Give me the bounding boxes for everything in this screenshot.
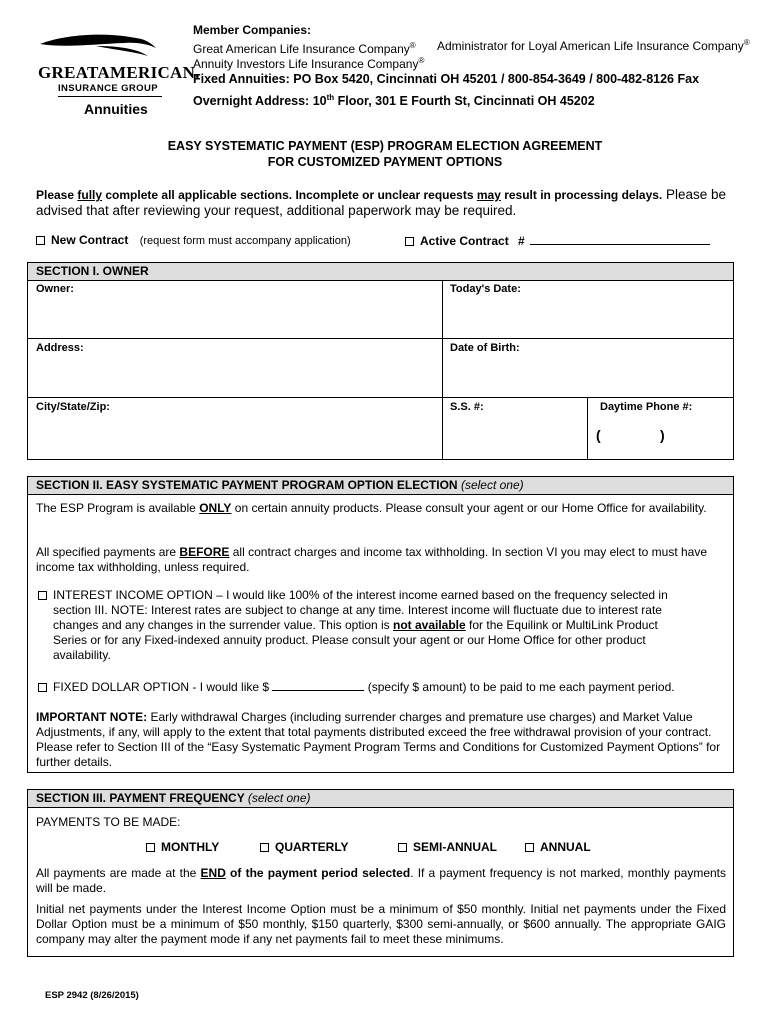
company-logo bbox=[36, 30, 200, 125]
new-contract-checkbox[interactable] bbox=[36, 236, 45, 245]
esp-availability-text: The ESP Program is available ONLY on certain annuity products. Please consult your agent or our Home Office for availability. bbox=[36, 501, 707, 515]
city-state-zip-field[interactable]: City/State/Zip: bbox=[28, 398, 443, 459]
section-option-heading: SECTION II. EASY SYSTEMATIC PAYMENT PROGRAM OPTION ELECTION (select one) bbox=[28, 477, 733, 495]
annual-checkbox[interactable] bbox=[525, 843, 534, 852]
new-contract-option[interactable]: New Contract (request form must accompany application) bbox=[36, 233, 351, 247]
frequency-quarterly[interactable]: QUARTERLY bbox=[260, 840, 349, 855]
payments-to-be-made-label: PAYMENTS TO BE MADE: bbox=[36, 815, 181, 829]
active-contract-checkbox[interactable] bbox=[405, 237, 414, 246]
date-of-birth-field[interactable]: Date of Birth: bbox=[443, 339, 733, 398]
instructions: Please fully complete all applicable sections. Incomplete or unclear requests may result in processing delays. Please be advised that after reviewing your request, additional paperwork may be required. bbox=[36, 187, 727, 218]
section-payment-frequency bbox=[27, 789, 734, 957]
logo-brand-sub: INSURANCE GROUP bbox=[58, 83, 158, 94]
logo-product: Annuities bbox=[84, 101, 148, 117]
frequency-monthly[interactable]: MONTHLY bbox=[146, 840, 219, 855]
overnight-address: Overnight Address: 10th Floor, 301 E Fourth St, Cincinnati OH 45202 bbox=[193, 93, 595, 109]
todays-date-field[interactable]: Today's Date: bbox=[443, 280, 733, 339]
interest-income-option[interactable]: INTEREST INCOME OPTION – I would like 100% of the interest income earned based on the frequency selected in section III. NOTE: Interest rates are subject to change at any time. Interest income will fluctuate due to interest rate changes and any changes in the surrender value. This option is not available for the Equilink or MultiLink Product Series or for any Fixed-indexed annuity product. Please consult your agent or our Home Office for other product availability. bbox=[38, 588, 718, 663]
semi-annual-checkbox[interactable] bbox=[398, 843, 407, 852]
quarterly-checkbox[interactable] bbox=[260, 843, 269, 852]
form-id: ESP 2942 (8/26/2015) bbox=[45, 990, 139, 1001]
company-1: Great American Life Insurance Company® bbox=[193, 41, 416, 56]
frequency-annual[interactable]: ANNUAL bbox=[525, 840, 591, 855]
important-note: IMPORTANT NOTE: Early withdrawal Charges (including surrender charges and premature use charges) and Market Value Adjustments, if any, will apply to the extent that total payments distributed exceed the free withdrawal provision of your contract. Please refer to Section III of the “Easy Systematic Payment Program Terms and Conditions for Customized Payment Options” for further details. bbox=[36, 710, 721, 769]
eagle-swoosh-icon bbox=[36, 30, 166, 64]
monthly-checkbox[interactable] bbox=[146, 843, 155, 852]
section-frequency-heading: SECTION III. PAYMENT FREQUENCY (select one) bbox=[28, 790, 733, 808]
fixed-dollar-checkbox[interactable] bbox=[38, 683, 47, 692]
form-title-line2: FOR CUSTOMIZED PAYMENT OPTIONS bbox=[267, 155, 503, 169]
fixed-dollar-amount-field[interactable] bbox=[272, 679, 364, 691]
member-companies-label: Member Companies: bbox=[193, 23, 312, 37]
interest-income-checkbox[interactable] bbox=[38, 591, 47, 600]
end-of-period-text: All payments are made at the END of the payment period selected. If a payment frequency is not marked, monthly payments will be made. bbox=[36, 866, 726, 895]
address-field[interactable]: Address: bbox=[28, 339, 443, 398]
form-title-line1: EASY SYSTEMATIC PAYMENT (ESP) PROGRAM ELECTION AGREEMENT bbox=[167, 139, 603, 153]
active-contract-number-field[interactable] bbox=[530, 233, 710, 245]
section-option-election bbox=[27, 476, 734, 773]
minimum-payments-text: Initial net payments under the Interest Income Option must be a minimum of $50 monthly. Initial net payments under the Fixed Dollar Option must be a minimum of $50 monthly, $150 quarterly, $300 semi-annually, or $600 annually. The appropriate GAIG company may alter the payment mode if any net payments fail to meet these minimums. bbox=[36, 902, 726, 946]
daytime-phone-field[interactable]: Daytime Phone #: ( ) bbox=[596, 401, 693, 443]
active-contract-option[interactable]: Active Contract # bbox=[405, 233, 710, 248]
administrator-text: Administrator for Loyal American Life Insurance Company® bbox=[437, 38, 750, 53]
payments-before-text: All specified payments are BEFORE all contract charges and income tax withholding. In section VI you may elect to must have income tax withholding, unless required. bbox=[36, 545, 708, 574]
owner-grid bbox=[28, 280, 733, 459]
owner-field[interactable]: Owner: bbox=[28, 280, 443, 339]
logo-brand-top: GREATAMERICAN. bbox=[38, 63, 200, 82]
section-owner-heading: SECTION I. OWNER bbox=[28, 263, 733, 281]
fixed-dollar-option[interactable]: FIXED DOLLAR OPTION - I would like $ (specify $ amount) to be paid to me each payment period. bbox=[38, 679, 728, 695]
fixed-annuities-address: Fixed Annuities: PO Box 5420, Cincinnati OH 45201 / 800-854-3649 / 800-482-8126 Fax bbox=[193, 72, 700, 86]
ssn-field[interactable]: S.S. #: bbox=[443, 398, 588, 459]
logo-rule bbox=[58, 96, 162, 97]
frequency-semi-annual[interactable]: SEMI-ANNUAL bbox=[398, 840, 497, 855]
section-owner bbox=[27, 262, 734, 460]
company-2: Annuity Investors Life Insurance Company® bbox=[193, 56, 425, 71]
